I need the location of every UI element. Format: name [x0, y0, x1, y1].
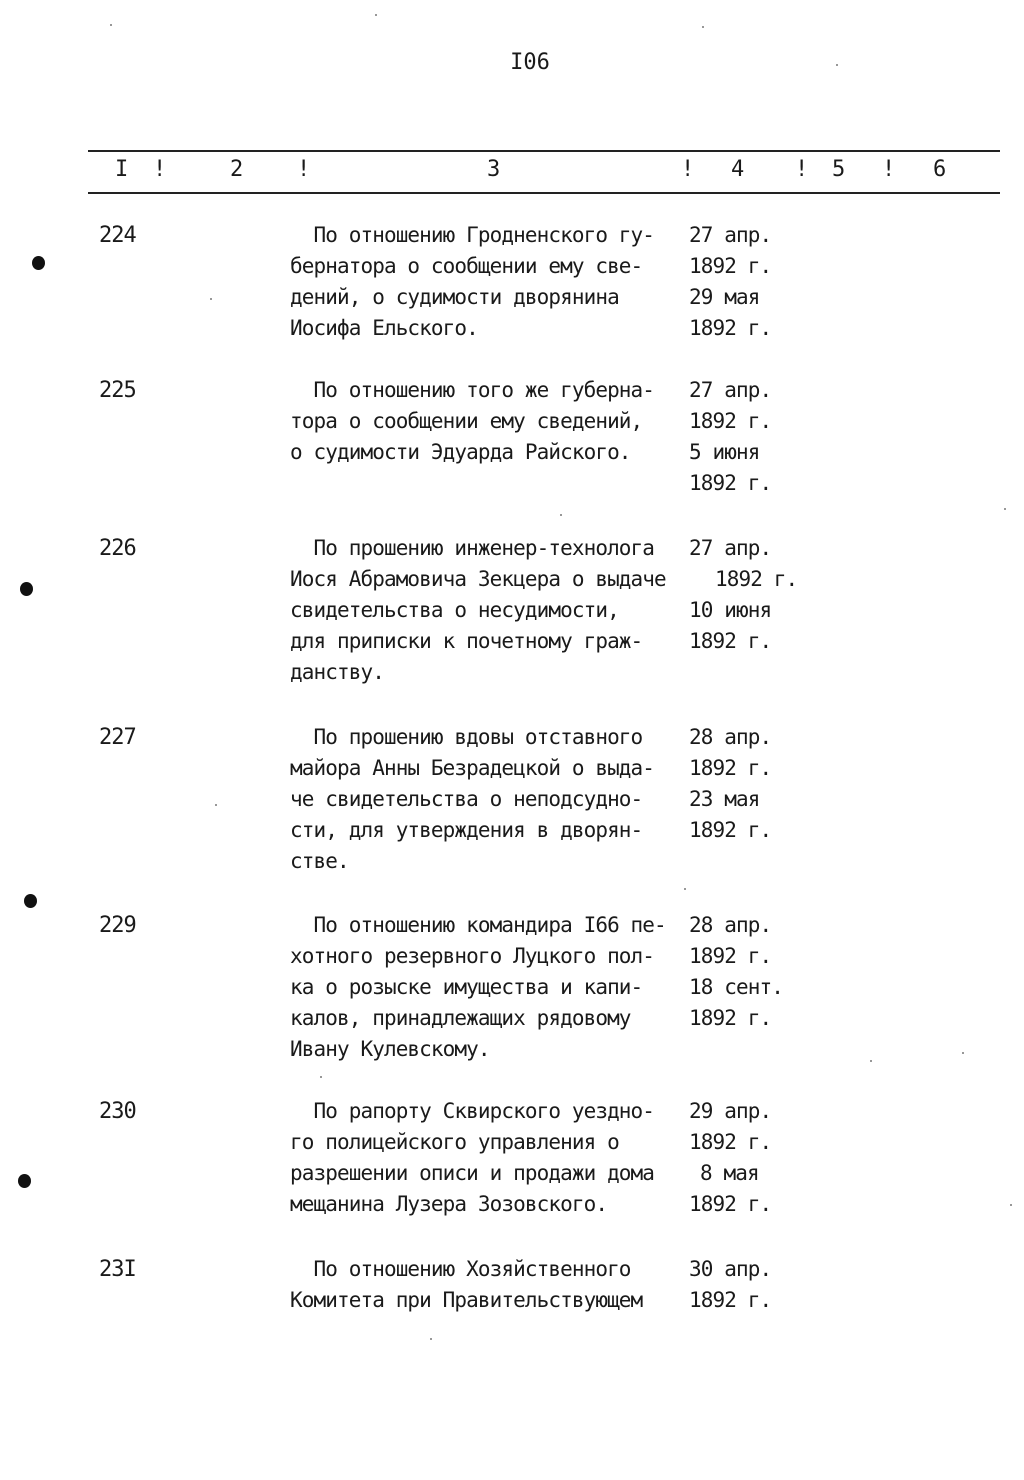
entry-number: 226: [99, 536, 136, 561]
binder-hole: [18, 1174, 31, 1188]
description-line: бернатора о сообщении ему све-: [290, 254, 643, 278]
description-line: тора о сообщении ему сведений,: [290, 409, 643, 433]
description-line: калов, принадлежащих рядовому: [290, 1006, 631, 1030]
description-line: По прошению инженер-технолога: [290, 536, 655, 560]
description-line: По отношению Хозяйственного: [290, 1257, 631, 1281]
date-line: 27 апр.: [689, 378, 772, 402]
date-line: 1892 г.: [689, 1192, 772, 1216]
scan-speck: [375, 14, 377, 16]
column-separator: !: [882, 157, 896, 182]
description-line: майора Анны Безрадецкой о выда-: [290, 756, 655, 780]
column-header-1: I: [115, 157, 129, 182]
entry-number: 225: [99, 378, 136, 403]
description-line: го полицейского управления о: [290, 1130, 619, 1154]
description-line: По прошению вдовы отставного: [290, 725, 643, 749]
scan-speck: [702, 26, 704, 28]
date-line: 1892 г.: [689, 944, 772, 968]
date-line: 1892 г.: [689, 1288, 772, 1312]
date-line: 18 сент.: [689, 975, 783, 999]
entry-number: 224: [99, 223, 136, 248]
description-line: данству.: [290, 660, 384, 684]
scan-speck: [215, 804, 217, 806]
date-line: 1892 г.: [689, 756, 772, 780]
description-line: По отношению того же губерна-: [290, 378, 655, 402]
column-separator: !: [681, 157, 695, 182]
date-line: 1892 г.: [689, 629, 772, 653]
date-line: 29 мая: [689, 285, 760, 309]
binder-hole: [32, 256, 45, 270]
scan-speck: [962, 1052, 964, 1054]
column-separator: !: [153, 157, 167, 182]
column-header-2: 2: [230, 157, 244, 182]
column-header-5: 5: [832, 157, 846, 182]
description-line: По отношению Гродненского гу-: [290, 223, 655, 247]
scan-speck: [684, 888, 686, 890]
description-line: для приписки к почетному граж-: [290, 629, 643, 653]
header-rule-top: [88, 150, 1000, 152]
date-line: 1892 г.: [689, 409, 772, 433]
column-separator: !: [795, 157, 809, 182]
date-line: 27 апр.: [689, 536, 772, 560]
binder-hole: [24, 894, 37, 908]
scan-speck: [430, 1338, 432, 1340]
date-line: 1892 г.: [689, 818, 772, 842]
date-line: 1892 г.: [689, 1006, 772, 1030]
date-line: 28 апр.: [689, 725, 772, 749]
description-line: Иося Абрамовича Зекцера о выдаче: [290, 567, 666, 591]
description-line: Иосифа Ельского.: [290, 316, 478, 340]
binder-hole: [20, 582, 33, 596]
description-line: о судимости Эдуарда Райского.: [290, 440, 631, 464]
scan-speck: [320, 1076, 322, 1078]
date-line: 1892 г.: [689, 471, 772, 495]
date-line: 1892 г.: [689, 1130, 772, 1154]
description-line: дений, о судимости дворянина: [290, 285, 619, 309]
date-line: 30 апр.: [689, 1257, 772, 1281]
header-rule-bottom: [88, 192, 1000, 194]
description-line: хотного резервного Луцкого пол-: [290, 944, 655, 968]
entry-number: 227: [99, 725, 136, 750]
date-line: 8 мая: [700, 1161, 759, 1185]
description-line: мещанина Лузера Зозовского.: [290, 1192, 608, 1216]
description-line: ка о розыске имущества и капи-: [290, 975, 643, 999]
column-header-3: 3: [487, 157, 501, 182]
date-line: 27 апр.: [689, 223, 772, 247]
date-line: 1892 г.: [715, 567, 798, 591]
description-line: Комитета при Правительствующем: [290, 1288, 643, 1312]
entry-number: 230: [99, 1099, 136, 1124]
description-line: свидетельства о несудимости,: [290, 598, 619, 622]
scan-speck: [870, 1060, 872, 1062]
entry-number: 229: [99, 913, 136, 938]
description-line: разрешении описи и продажи дома: [290, 1161, 655, 1185]
scan-speck: [1004, 508, 1006, 510]
description-line: По рапорту Сквирского уездно-: [290, 1099, 655, 1123]
description-line: По отношению командира I66 пе-: [290, 913, 666, 937]
scan-speck: [210, 298, 212, 300]
column-header-6: 6: [933, 157, 947, 182]
entry-number: 23I: [99, 1257, 136, 1282]
date-line: 10 июня: [689, 598, 772, 622]
column-header-4: 4: [731, 157, 745, 182]
description-line: че свидетельства о неподсудно-: [290, 787, 643, 811]
date-line: 1892 г.: [689, 254, 772, 278]
scan-speck: [836, 64, 838, 66]
page-number: I06: [510, 50, 550, 75]
description-line: стве.: [290, 849, 349, 873]
date-line: 28 апр.: [689, 913, 772, 937]
description-line: сти, для утверждения в дворян-: [290, 818, 643, 842]
date-line: 1892 г.: [689, 316, 772, 340]
date-line: 23 мая: [689, 787, 760, 811]
scan-speck: [110, 24, 112, 26]
date-line: 5 июня: [689, 440, 760, 464]
date-line: 29 апр.: [689, 1099, 772, 1123]
scan-speck: [560, 514, 562, 516]
description-line: Ивану Кулевскому.: [290, 1037, 490, 1061]
column-separator: !: [297, 157, 311, 182]
scan-speck: [1010, 1204, 1012, 1206]
